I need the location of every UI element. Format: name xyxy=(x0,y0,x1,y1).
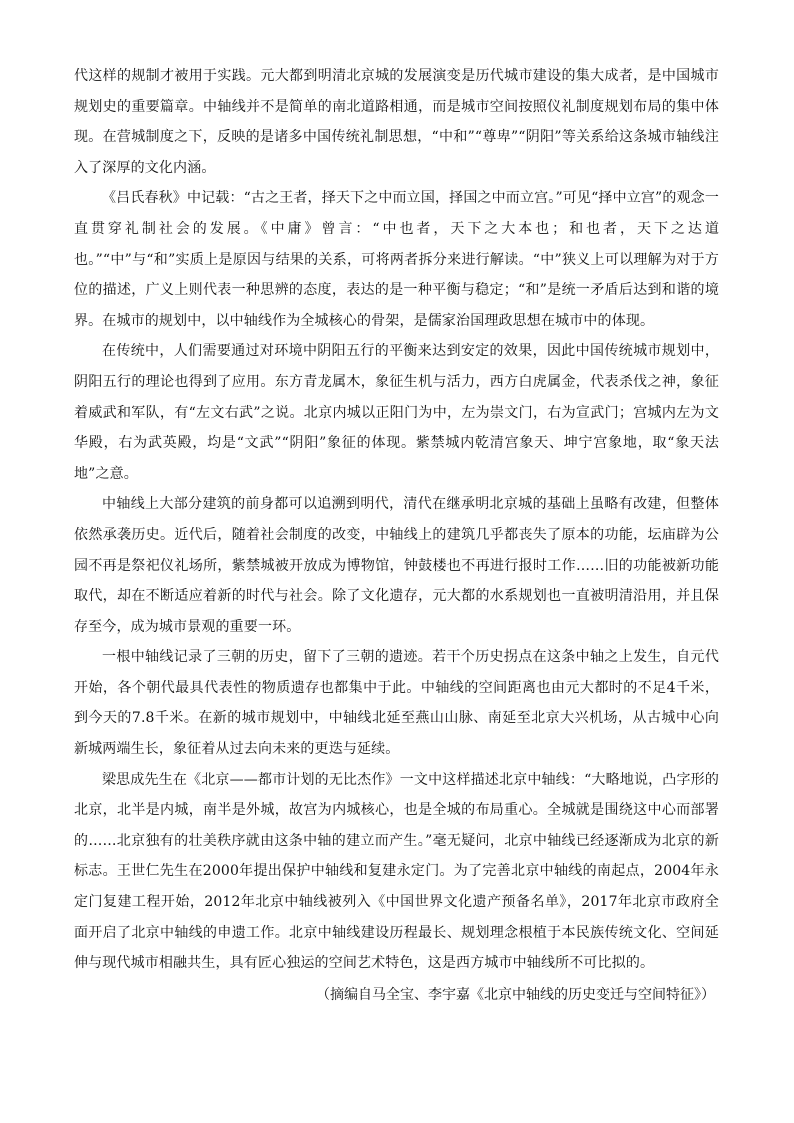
paragraph-yinyang: 在传统中，人们需要通过对环境中阴阳五行的平衡来达到安定的效果，因此中国传统城市规划中，阴阳五行的理论也得到了应用。东方青龙属木，象征生机与活力，西方白虎属金，代表杀伐之神，象征着威武和军队，有“左文右武”之说。北京内城以正阳门为中，左为崇文门，右为宣武门；宫城内左为文华殿，右为武英殿，均是“文武”“阴阳”象征的体现。紫禁城内乾清宫象天、坤宁宫象地，取“象天法地”之意。 xyxy=(74,343,719,482)
paragraph-buildings: 中轴线上大部分建筑的前身都可以追溯到明代，清代在继承明北京城的基础上虽略有改建，但整体依然承袭历史。近代后，随着社会制度的改变，中轴线上的建筑几乎都丧失了原本的功能，坛庙辟为公园不再是祭祀仪礼场所，紫禁城被开放成为博物馆，钟鼓楼也不再进行报时工作……旧的功能被新功能取代，却在不断适应着新的时代与社会。除了文化遗存，元大都的水系规划也一直被明清沿用，并且保存至今，成为城市景观的重要一环。 xyxy=(74,496,719,635)
paragraph-liang-sicheng: 梁思成先生在《北京——都市计划的无比杰作》一文中这样描述北京中轴线：“大略地说，凸字形的北京，北半是内城，南半是外城，故宫为内城核心，也是全城的布局重心。全城就是围绕这中心而部署的……北京独有的壮美秩序就由这条中轴的建立而产生。”毫无疑问，北京中轴线已经逐渐成为北京的新标志。王世仁先生在2000年提出保护中轴线和复建永定门。为了完善北京中轴线的南起点，2004年永定门复建工程开始，2012年北京中轴线被列入《中国世界文化遗产预备名单》，2017年北京市政府全面开启了北京中轴线的申遗工作。北京中轴线建设历程最长、规划理念根植于本民族传统文化、空间延伸与现代城市相融共生，具有匠心独运的空间艺术特色，这是西方城市中轴线所不可比拟的。 xyxy=(74,771,719,972)
source-citation: （摘编自马全宝、李宇嘉《北京中轴线的历史变迁与空间特征》） xyxy=(316,986,715,1003)
paragraph-continued: 代这样的规制才被用于实践。元大都到明清北京城的发展演变是历代城市建设的集大成者，是中国城市规划史的重要篇章。中轴线并不是简单的南北道路相通，而是城市空间按照仪礼制度规划布局的集中体现。在营城制度之下，反映的是诸多中国传统礼制思想，“中和”“尊卑”“阴阳”等关系给这条城市轴线注入了深厚的文化内涵。 xyxy=(74,68,719,176)
paragraph-three-dynasties: 一根中轴线记录了三朝的历史，留下了三朝的遗迹。若干个历史拐点在这条中轴之上发生，自元代开始，各个朝代最具代表性的物质遗存也都集中于此。中轴线的空间距离也由元大都时的不足4千米，到今天的7.8千米。在新的城市规划中，中轴线北延至燕山山脉、南延至北京大兴机场，从古城中心向新城两端生长，象征着从过去向未来的更迭与延续。 xyxy=(74,649,719,758)
paragraph-zhonghe: 《吕氏春秋》中记载：“古之王者，择天下之中而立国，择国之中而立宫。”可见“择中立宫”的观念一直贯穿礼制社会的发展。《中庸》曾言：“中也者，天下之大本也；和也者，天下之达道也。”“中”与“和”实质上是原因与结果的关系，可将两者拆分来进行解读。“中”狭义上可以理解为对于方位的描述，广义上则代表一种思辨的态度，表达的是一种平衡与稳定；“和”是统一矛盾后达到和谐的境界。在城市的规划中，以中轴线作为全城核心的骨架，是儒家治国理政思想在城市中的体现。 xyxy=(74,190,719,329)
article-body xyxy=(74,61,719,1009)
